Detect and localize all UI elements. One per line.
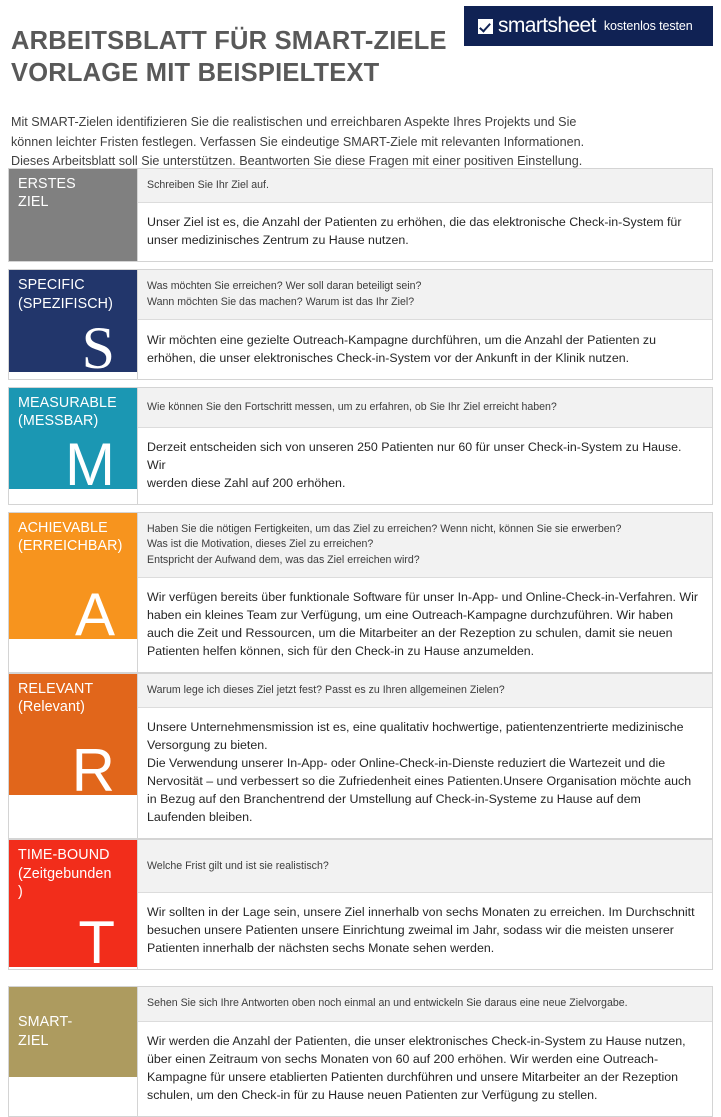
answer-line: haben ein kleines Team zur Verfügung, um eine Outreach-Kampagne durchzuführen. Wir haben <box>147 608 674 623</box>
prompt-line: Sehen Sie sich Ihre Antworten oben noch einmal an und entwickeln Sie daraus eine neue Zielvorgabe. <box>147 997 628 1010</box>
row-time-bound-answer[interactable] <box>138 893 712 969</box>
row-smart-goal-prompt <box>138 987 712 1021</box>
row-relevant-prompt <box>138 674 712 708</box>
answer-line: Laufenden bleiben. <box>147 810 253 825</box>
row-smart-goal <box>8 986 713 1116</box>
row-smart-goal-label <box>9 987 137 1077</box>
answer-line: Nervosität – und verbessert so die Zufriedenheit eines Patienten.Unsere Organisation möchte auch <box>147 774 692 789</box>
prompt-line: Schreiben Sie Ihr Ziel auf. <box>147 179 269 191</box>
row-achievable-content <box>137 513 712 672</box>
answer-line: Patienten innerhalb der nächsten sechs Monate sehen werden. <box>147 941 495 956</box>
answer-line: Derzeit entscheiden sich von unseren 250 Patienten nur 60 für unser Check-in-System zu Hause. Wir <box>147 440 682 473</box>
row-measurable-label-line-2: (MESSBAR) <box>18 413 99 430</box>
row-relevant-content <box>137 674 712 838</box>
row-measurable-label <box>9 388 137 499</box>
answer-line: über einen Zeitraum von sechs Monaten von 60 auf 200 erhöhen. Wir werden eine Outreach- <box>147 1051 659 1066</box>
row-time-bound-prompt <box>138 840 712 893</box>
row-specific-label-line-2: (SPEZIFISCH) <box>18 295 113 312</box>
page-title-line-2: VORLAGE MIT BEISPIELTEXT <box>11 58 380 87</box>
row-relevant-label-line-2: (Relevant) <box>18 699 85 716</box>
row-relevant-label <box>9 674 137 805</box>
row-first-goal-label <box>9 169 137 261</box>
prompt-line: Welche Frist gilt und ist sie realistisch? <box>147 859 329 872</box>
row-achievable-label-line-2: (ERREICHBAR) <box>18 538 123 555</box>
row-relevant-answer[interactable] <box>138 708 712 838</box>
row-time-bound <box>8 839 713 977</box>
row-achievable-answer[interactable] <box>138 578 712 672</box>
answer-line: Patienten helfen können, sich für den Check-in zu Hause anzumelden. <box>147 644 535 659</box>
answer-line: werden diese Zahl auf 200 erhöhen. <box>147 476 346 491</box>
answer-line: Wir möchten eine gezielte Outreach-Kampagne durchführen, um die Anzahl der Patienten zu <box>147 332 656 347</box>
row-relevant <box>8 673 713 839</box>
row-achievable-prompt <box>138 513 712 578</box>
row-relevant-letter: R <box>71 737 115 805</box>
answer-line: Wir verfügen bereits über funktionale Software für unser In-App- und Online-Check-in-Verfahren. Wir <box>147 590 698 605</box>
prompt-line: Was möchten Sie erreichen? Wer soll daran beteiligt sein? <box>147 280 422 293</box>
row-achievable <box>8 512 713 673</box>
row-specific-label <box>9 270 137 382</box>
answer-line: Wir sollten in der Lage sein, unsere Ziel innerhalb von sechs Monaten zu erreichen. Im Durchschnitt <box>147 905 695 920</box>
intro-line-1: Mit SMART-Zielen identifizieren Sie die realistischen und erreichbaren Aspekte Ihres Projekts und Sie <box>11 115 577 130</box>
row-specific-letter: S <box>81 315 115 382</box>
answer-line: unser medizinisches Zentrum zu Hause nutzen. <box>147 233 409 248</box>
row-time-bound-content <box>137 840 712 969</box>
checkbox-icon <box>478 19 493 34</box>
row-first-goal-answer[interactable] <box>138 203 712 261</box>
row-achievable-letter: A <box>74 581 115 648</box>
row-measurable-label-line-1: MEASURABLE <box>18 395 117 412</box>
answer-line: erhöhen, die unser elektronisches Check-in-System vor der Ankunft in der Klinik nutzen. <box>147 350 630 365</box>
row-smart-goal-label-line-1: SMART- <box>18 1014 73 1031</box>
prompt-line: Entspricht der Aufwand dem, was das Ziel erreichen wird? <box>147 553 420 566</box>
smartsheet-logo-banner[interactable] <box>464 6 713 46</box>
answer-line: besuchen unsere Patienten unsere Einrichtung zweimal im Jahr, sodass wir die meisten unserer <box>147 923 674 938</box>
row-time-bound-letter: T <box>78 909 115 977</box>
row-time-bound-label-line-3: ) <box>18 883 23 900</box>
answer-line: Wir werden die Anzahl der Patienten, die unser elektronisches Check-in-System zu Hause nutzen, <box>147 1033 686 1048</box>
prompt-line: Haben Sie die nötigen Fertigkeiten, um das Ziel zu erreichen? Wenn nicht, können Sie sie erwerben? <box>147 523 622 535</box>
answer-line: Kampagne für unsere etablierten Patienten durchführen und unsere Mitarbeiter an der Rezeption <box>147 1069 679 1084</box>
row-specific-answer[interactable] <box>138 320 712 379</box>
row-measurable-content <box>137 388 712 504</box>
row-relevant-label-line-1: RELEVANT <box>18 681 94 698</box>
intro-line-2: können leichter Fristen festlegen. Verfassen Sie eindeutige SMART-Ziele mit relevanten Informationen. <box>11 134 585 149</box>
prompt-line: Wann möchten Sie das machen? Warum ist das Ihr Ziel? <box>147 295 415 308</box>
row-specific-content <box>137 270 712 379</box>
prompt-line: Was ist die Motivation, dieses Ziel zu erreichen? <box>147 538 374 551</box>
answer-line: Unsere Unternehmensmission ist es, eine qualitativ hochwertige, patientenzentrierte medizinische <box>147 720 684 735</box>
row-achievable-label-line-1: ACHIEVABLE <box>18 520 108 536</box>
row-first-goal-content <box>137 169 712 261</box>
section-divider <box>8 977 713 986</box>
answer-line: Versorgung zu bieten. <box>147 738 268 753</box>
page-header <box>8 0 713 168</box>
answer-line: in Bezug auf den Branchentrend der Umstellung auf Check-in-Systeme zu Hause auf dem <box>147 792 641 807</box>
answer-line: Unser Ziel ist es, die Anzahl der Patienten zu erhöhen, die das elektronische Check-in-System für <box>147 215 682 230</box>
answer-line: auch die Zeit und Ressourcen, um die Mitarbeiter an der Rezeption zu schulen, damit sie neuen <box>147 626 673 641</box>
row-achievable-label <box>9 513 137 648</box>
row-smart-goal-content <box>137 987 712 1115</box>
row-time-bound-label <box>9 840 137 977</box>
row-smart-goal-label-line-2: ZIEL <box>18 1032 49 1049</box>
row-first-goal-label-line-2: ZIEL <box>18 194 49 211</box>
row-time-bound-label-line-1: TIME-BOUND <box>18 847 110 864</box>
row-first-goal-label-line-1: ERSTES <box>18 176 76 192</box>
row-measurable-answer[interactable] <box>138 428 712 504</box>
row-measurable-prompt <box>138 388 712 428</box>
row-time-bound-label-line-2: (Zeitgebunden <box>18 865 112 882</box>
answer-line: Die Verwendung unserer In-App- oder Online-Check-in-Dienste reduziert die Wartezeit und die <box>147 756 666 771</box>
row-smart-goal-answer[interactable] <box>138 1022 712 1116</box>
row-first-goal <box>8 168 713 262</box>
intro-line-3: Dieses Arbeitsblatt soll Sie unterstützen. Beantworten Sie diese Fragen mit einer positiven Einstellung. <box>11 154 583 169</box>
row-first-goal-prompt <box>138 169 712 203</box>
row-measurable-letter: M <box>65 431 115 499</box>
prompt-line: Wie können Sie den Fortschritt messen, um zu erfahren, ob Sie Ihr Ziel erreicht haben? <box>147 400 557 413</box>
row-specific <box>8 269 713 380</box>
answer-line: schulen, um den Check-in für zu Hause neuen Patienten zur Verfügung zu stellen. <box>147 1087 598 1102</box>
row-specific-label-line-1: SPECIFIC <box>18 277 85 294</box>
page-title-line-1: ARBEITSBLATT FÜR SMART-ZIELE <box>11 27 447 55</box>
smartsheet-wordmark: smartsheet <box>498 13 596 37</box>
row-specific-prompt <box>138 270 712 320</box>
row-measurable <box>8 387 713 505</box>
prompt-line: Warum lege ich dieses Ziel jetzt fest? Passt es zu Ihren allgemeinen Zielen? <box>147 684 505 697</box>
intro-paragraph <box>11 113 701 172</box>
free-trial-label: kostenlos testen <box>603 18 693 33</box>
